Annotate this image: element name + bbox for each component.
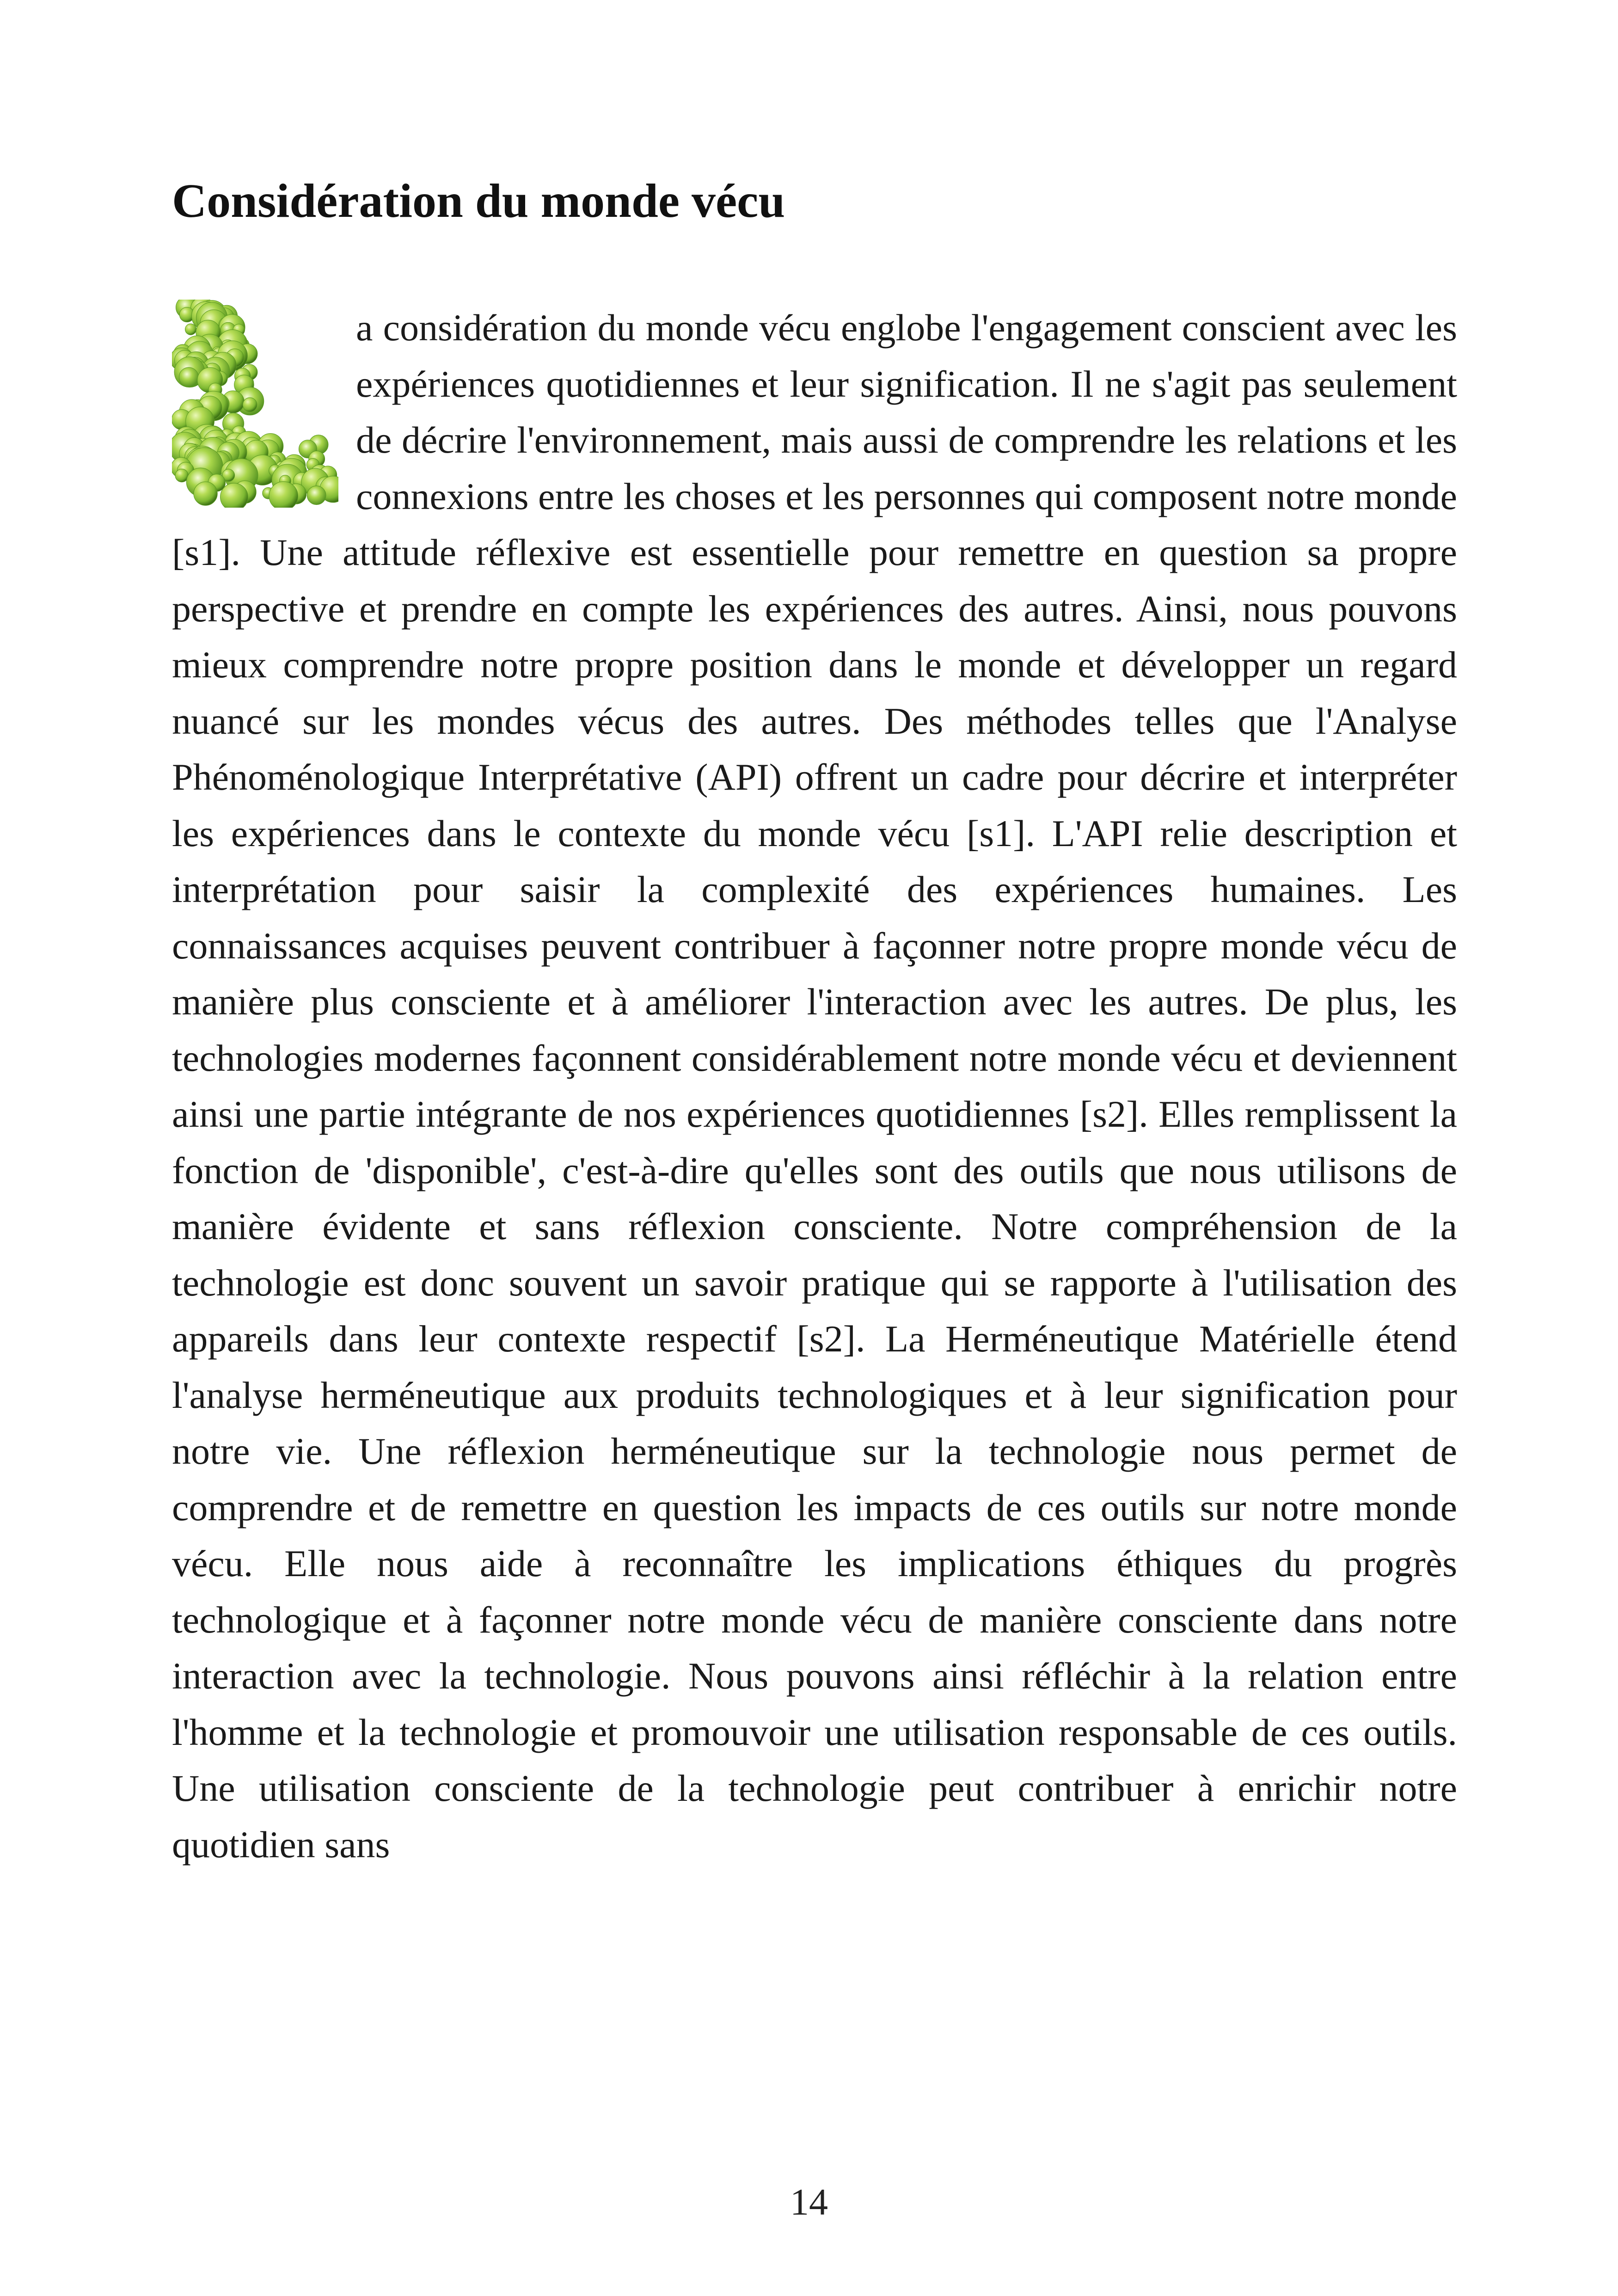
drop-cap-sphere <box>194 482 217 505</box>
drop-cap-sphere <box>307 486 326 505</box>
drop-cap-letter-l-image <box>172 300 338 508</box>
section-heading: Considération du monde vécu <box>172 174 785 227</box>
drop-cap-sphere <box>179 368 198 387</box>
drop-cap-sphere <box>221 483 248 508</box>
drop-cap-sphere <box>185 324 196 335</box>
drop-cap-sphere <box>243 398 257 412</box>
drop-cap-sphere <box>269 482 298 508</box>
body-paragraph <box>172 300 1457 1872</box>
paragraph-text: a considération du monde vécu englobe l'engagement conscient avec les expériences quotidiennes et leur signification. Il ne s'agit pas seulement de décrire l'environnement, mais aussi de comprendre les relations et les connexions entre les choses et les personnes qui composent notre monde [s1]. Une attitude réflexive est essentielle pour remettre en question sa propre perspective et prendre en compte les expériences des autres. Ainsi, nous pouvons mieux comprendre notre propre position dans le monde et développer un regard nuancé sur les mondes vécus des autres. Des méthodes telles que l'Analyse Phénoménologique Interprétative (API) offrent un cadre pour décrire et interpréter les expériences dans le contexte du monde vécu [s1]. L'API relie description et interprétation pour saisir la complexité des expériences humaines. Les connaissances acquises peuvent contribuer à façonner notre propre monde vécu de manière plus consciente et à améliorer l'interaction avec les autres. De plus, les technologies modernes façonnent considérablement notre monde vécu et deviennent ainsi une partie intégrante de nos expériences quotidiennes [s2]. Elles remplissent la fonction de 'disponible', c'est-à-dire qu'elles sont des outils que nous utilisons de manière évidente et sans réflexion consciente. Notre compréhension de la technologie est donc souvent un savoir pratique qui se rapporte à l'utilisation des appareils dans leur contexte respectif [s2]. La Herméneutique Matérielle étend l'analyse herméneutique aux produits technologiques et à leur signification pour notre vie. Une réflexion herméneutique sur la technologie nous permet de comprendre et de remettre en question les impacts de ces outils sur notre monde vécu. Elle nous aide à reconnaître les implications éthiques du progrès technologique et à façonner notre monde vécu de manière consciente dans notre interaction avec la technologie. Nous pouvons ainsi réfléchir à la relation entre l'homme et la technologie et promouvoir une utilisation responsable de ces outils. Une utilisation consciente de la technologie peut contribuer à enrichir notre quotidien sans <box>172 307 1457 1866</box>
page-number: 14 <box>790 2181 828 2223</box>
